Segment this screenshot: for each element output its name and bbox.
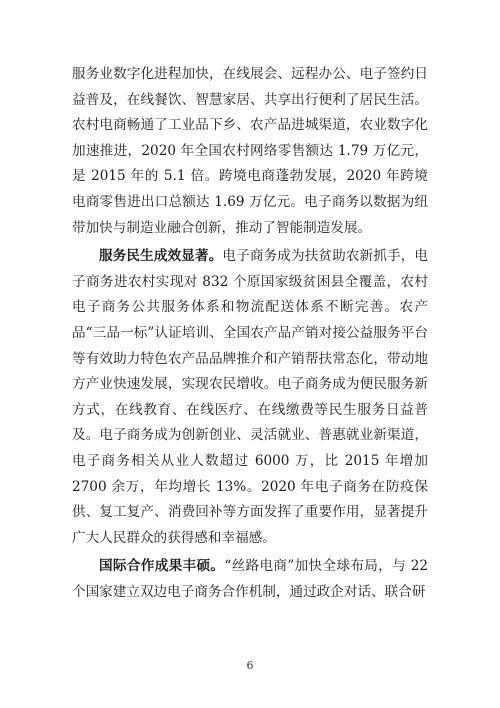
document-page	[72, 62, 428, 605]
paragraph-lead: 国际合作成果丰硕。	[99, 558, 225, 575]
page-number: 6	[246, 659, 254, 672]
paragraph-digitalization	[72, 62, 428, 241]
paragraph-text: 服务业数字化进程加快，在线展会、远程办公、电子签约日益普及，在线餐饮、智慧家居、共享出行便利了居民生活。农村电商畅通了工业品下乡、农产品进城渠道，农业数字化加速推进，2020 年全国农村网络零售额达 1.79 万亿元，是 2015 年的 5.1 倍。跨境电商蓬勃发展，2020 年跨境电商零售进出口总额达 1.69 万亿元。电子商务以数据为纽带加快与制造业融合创新，推动了智能制造发展。	[72, 66, 428, 236]
paragraph-international	[72, 554, 428, 605]
paragraph-text: 电子商务成为扶贫助农新抓手，电子商务进农村实现对 832 个原国家级贫困县全覆盖，农村电子商务公共服务体系和物流配送体系不断完善。农产品“三品一标”认证培训、全国农产品产销对接公益服务平台等有效助力特色农产品品牌推介和产销帮扶常态化，带动地方产业快速发展，实现农民增收。电子商务成为便民服务新方式，在线教育、在线医疗、在线缴费等民生服务日益普及。电子商务成为创新创业、灵活就业、普惠就业新渠道，电子商务相关从业人数超过 6000 万，比 2015 年增加 2700 余万，年均增长 13%。2020 年电子商务在防疫保供、复工复产、消费回补等方面发挥了重要作用，显著提升广大人民群众的获得感和幸福感。	[72, 248, 429, 546]
paragraph-livelihood	[72, 244, 428, 551]
paragraph-lead: 服务民生成效显著。	[99, 248, 223, 265]
paragraph-text: “丝路电商”加快全球布局，与 22 个国家建立双边电子商务合作机制，通过政企对话、联合研	[72, 558, 428, 600]
